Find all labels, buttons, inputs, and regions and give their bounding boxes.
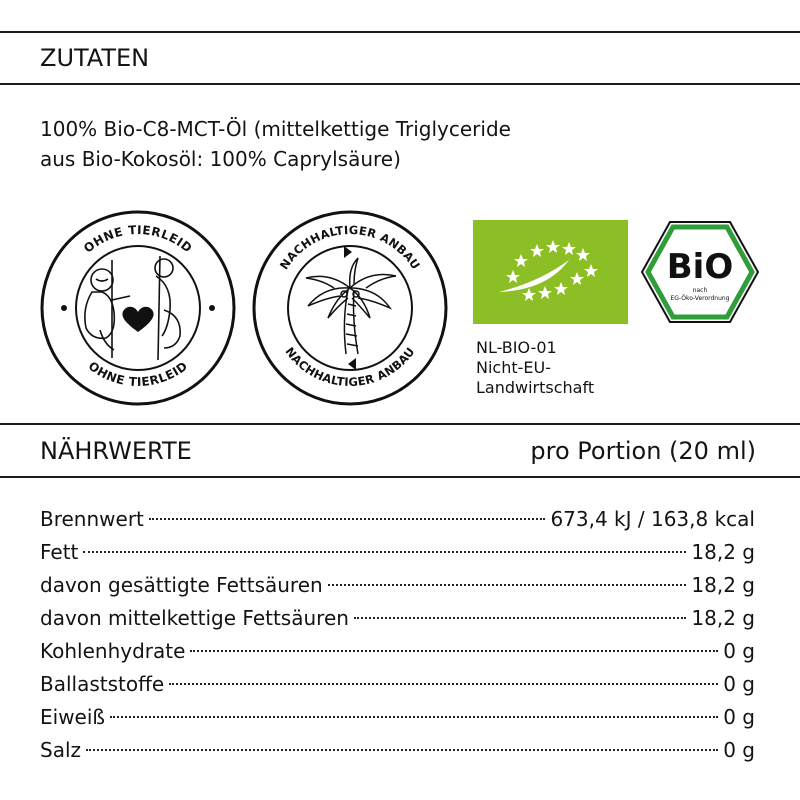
animal-free-text-top: OHNE TIERLEID <box>81 222 195 256</box>
svg-text:NACHHALTIGER ANBAU <box>277 223 423 272</box>
svg-text:OHNE TIERLEID <box>81 223 195 256</box>
nutrient-label: Salz <box>40 738 82 762</box>
ingredients-divider <box>0 83 800 85</box>
table-row <box>40 734 755 767</box>
nutrient-value: 18,2 g <box>691 573 755 597</box>
ingredients-line-1: 100% Bio-C8-MCT-Öl (mittelkettige Triglyceride <box>40 117 511 141</box>
nutrient-value: 673,4 kJ / 163,8 kcal <box>550 507 755 531</box>
table-row <box>40 536 755 569</box>
cert-line-3: Landwirtschaft <box>476 378 595 397</box>
table-row <box>40 701 755 734</box>
nutrient-label: Kohlenhydrate <box>40 639 186 663</box>
ingredients-line-2: aus Bio-Kokosöl: 100% Caprylsäure) <box>40 147 401 171</box>
nutrition-top-divider <box>0 423 800 425</box>
bio-hexagon-logo <box>640 220 760 324</box>
nutrition-divider <box>0 476 800 478</box>
ingredients-text <box>40 114 760 174</box>
portion-label: pro Portion (20 ml) <box>530 437 756 465</box>
leader-dots <box>86 749 718 751</box>
nutrient-label: davon mittelkettige Fettsäuren <box>40 606 349 630</box>
leader-dots <box>190 650 718 652</box>
nutrient-value: 0 g <box>723 639 755 663</box>
eu-organic-logo <box>473 220 628 324</box>
leader-dots <box>169 683 718 685</box>
arrow-right-icon <box>344 246 352 258</box>
certification-code <box>476 338 594 398</box>
table-row <box>40 602 755 635</box>
nutrient-value: 18,2 g <box>691 606 755 630</box>
palm-tree-icon <box>306 258 396 354</box>
nutrition-heading: NÄHRWERTE <box>40 437 192 465</box>
table-row <box>40 569 755 602</box>
arrow-left-icon <box>348 358 356 370</box>
leader-dots <box>83 551 686 553</box>
cert-line-2: Nicht-EU- <box>476 358 551 377</box>
sustainable-text-top: NACHHALTIGER ANBAU <box>276 222 424 273</box>
sustainable-text-bottom: NACHHALTIGER ANBAU <box>282 344 418 390</box>
leader-dots <box>354 617 686 619</box>
animal-free-text-bottom: OHNE TIERLEID <box>85 358 191 390</box>
sustainable-farming-seal <box>252 210 448 406</box>
nutrient-label: Fett <box>40 540 79 564</box>
animal-free-seal <box>40 210 236 406</box>
nutrient-label: davon gesättigte Fettsäuren <box>40 573 323 597</box>
nutrient-label: Brennwert <box>40 507 144 531</box>
nutrition-table <box>40 503 755 767</box>
bio-subtitle-line-2: EG-Öko-Verordnung <box>670 295 730 302</box>
leader-dots <box>149 518 546 520</box>
leader-dots <box>110 716 718 718</box>
nutrient-label: Ballaststoffe <box>40 672 165 696</box>
ingredients-heading: ZUTATEN <box>40 44 150 72</box>
nutrient-value: 0 g <box>723 672 755 696</box>
top-divider <box>0 31 800 33</box>
nutrient-value: 18,2 g <box>691 540 755 564</box>
nutrient-value: 0 g <box>723 705 755 729</box>
heart-icon <box>122 307 153 332</box>
cert-line-1: NL-BIO-01 <box>476 338 557 357</box>
table-row <box>40 668 755 701</box>
bio-subtitle-line-1: nach <box>692 287 708 294</box>
nutrient-label: Eiweiß <box>40 705 106 729</box>
nutrient-value: 0 g <box>723 738 755 762</box>
svg-text:NACHHALTIGER ANBAU <box>282 345 417 390</box>
table-row <box>40 635 755 668</box>
svg-text:OHNE TIERLEID <box>86 359 191 389</box>
bio-label: BiO <box>666 247 734 287</box>
table-row <box>40 503 755 536</box>
leader-dots <box>328 584 687 586</box>
